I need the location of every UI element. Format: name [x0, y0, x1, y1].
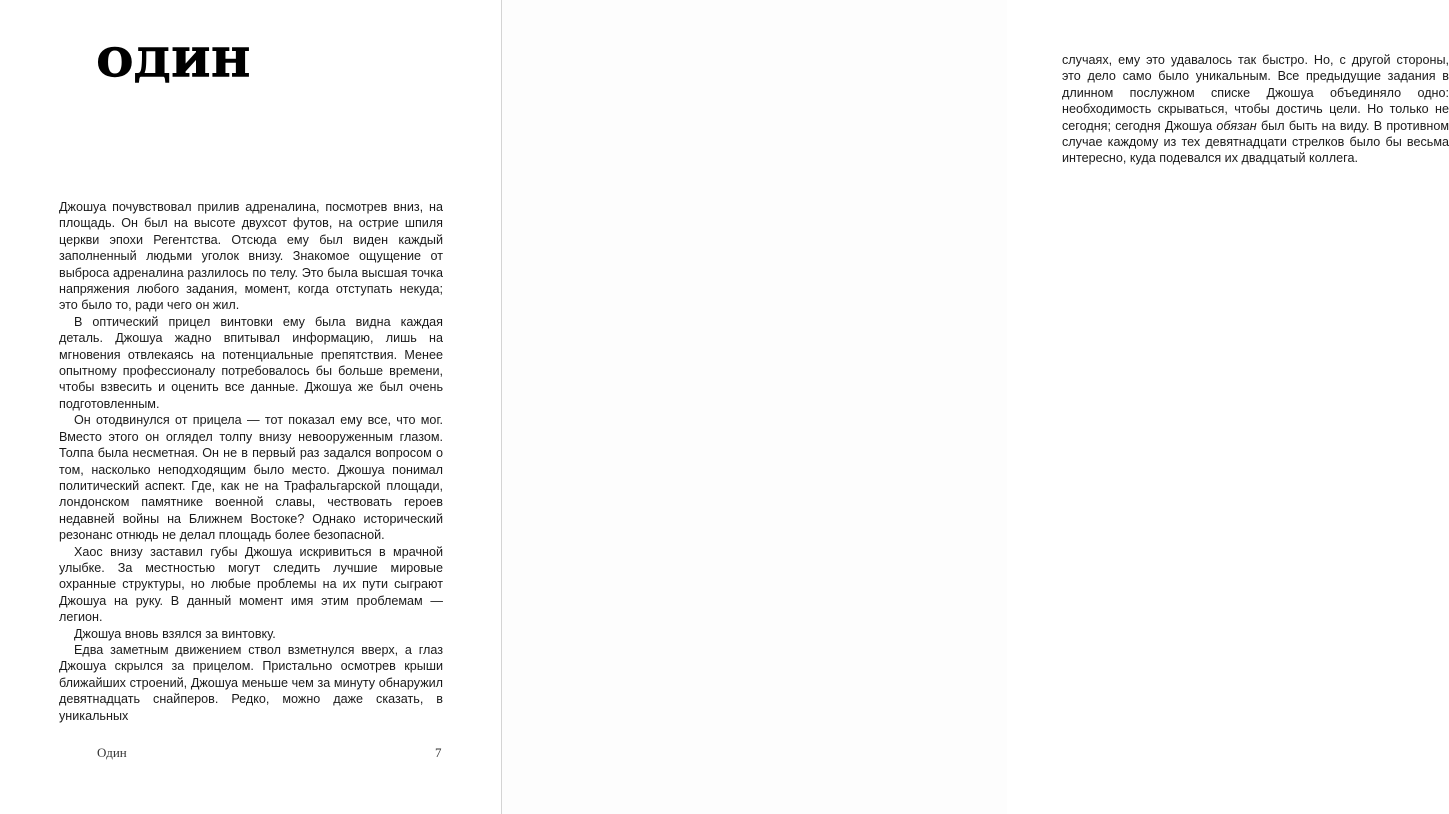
left-page	[0, 0, 501, 814]
paragraph: Джошуа почувствовал прилив адреналина, посмотрев вниз, на площадь. Он был на высоте двухсот футов, на острие шпиля церкви эпохи Регентства. Отсюда ему был виден каждый заполненный людьми уголок внизу. Знакомое ощущение от выброса адреналина разлилось по телу. Это была высшая точка напряжения любого задания, момент, когда отступать некуда; это было то, ради чего он жил.	[59, 200, 443, 313]
running-title: Один	[97, 745, 127, 760]
paragraph	[1062, 52, 1449, 167]
page-number: 7	[435, 745, 442, 760]
paragraph: Едва заметным движением ствол взметнулся вверх, а глаз Джошуа скрылся за прицелом. Пристально осмотрев крыши ближайших строений, Джошуа меньше чем за минуту обнаружил девятнадцать снайперов. Редко, можно даже сказать, в уникальных	[59, 642, 443, 723]
paragraph: В оптический прицел винтовки ему была видна каждая деталь. Джошуа жадно впитывал информацию, лишь на мгновения отвлекаясь на потенциальные препятствия. Менее опытному профессионалу потребовалось бы больше времени, чтобы взвесить и оценить все данные. Джошуа же был очень подготовленным.	[59, 314, 443, 411]
emphasis-text: обязан	[1216, 118, 1257, 133]
right-page-body	[1062, 52, 1449, 167]
right-page	[502, 0, 1449, 814]
left-page-body	[59, 199, 443, 724]
chapter-title: ОДИН	[97, 40, 252, 85]
paragraph-text: был быть на виду. В противном случае каждому из тех девятнадцати стрелков было бы весьма интересно, куда подевался их двадцатый коллега.	[1062, 118, 1449, 166]
paragraph-text: случаях, ему это удавалось так быстро. Но, с другой стороны, это дело само было уникальным. Все предыдущие задания в длинном послужном списке Джошуа объединяло одно: необходимость скрываться, чтобы достичь цели. Но только не сегодня; сегодня Джошуа	[1062, 53, 1449, 133]
paragraph: Джошуа вновь взялся за винтовку.	[74, 626, 276, 641]
paragraph: Хаос внизу заставил губы Джошуа искривиться в мрачной улыбке. За местностью могут следить лучшие мировые охранные структуры, но любые проблемы на их пути сыграют Джошуа на руку. В данный момент имя этим проблемам — легион.	[59, 544, 443, 625]
paragraph: Он отодвинулся от прицела — тот показал ему все, что мог. Вместо этого он оглядел толпу внизу невооруженным глазом. Толпа была несметная. Он не в первый раз задался вопросом о том, насколько неподходящим было место. Джошуа понимал политический аспект. Где, как не на Трафальгарской площади, лондонском памятнике военной славы, чествовать героев недавней войны на Ближнем Востоке? Однако исторический резонанс отнюдь не делал площадь более безопасной.	[59, 413, 443, 543]
